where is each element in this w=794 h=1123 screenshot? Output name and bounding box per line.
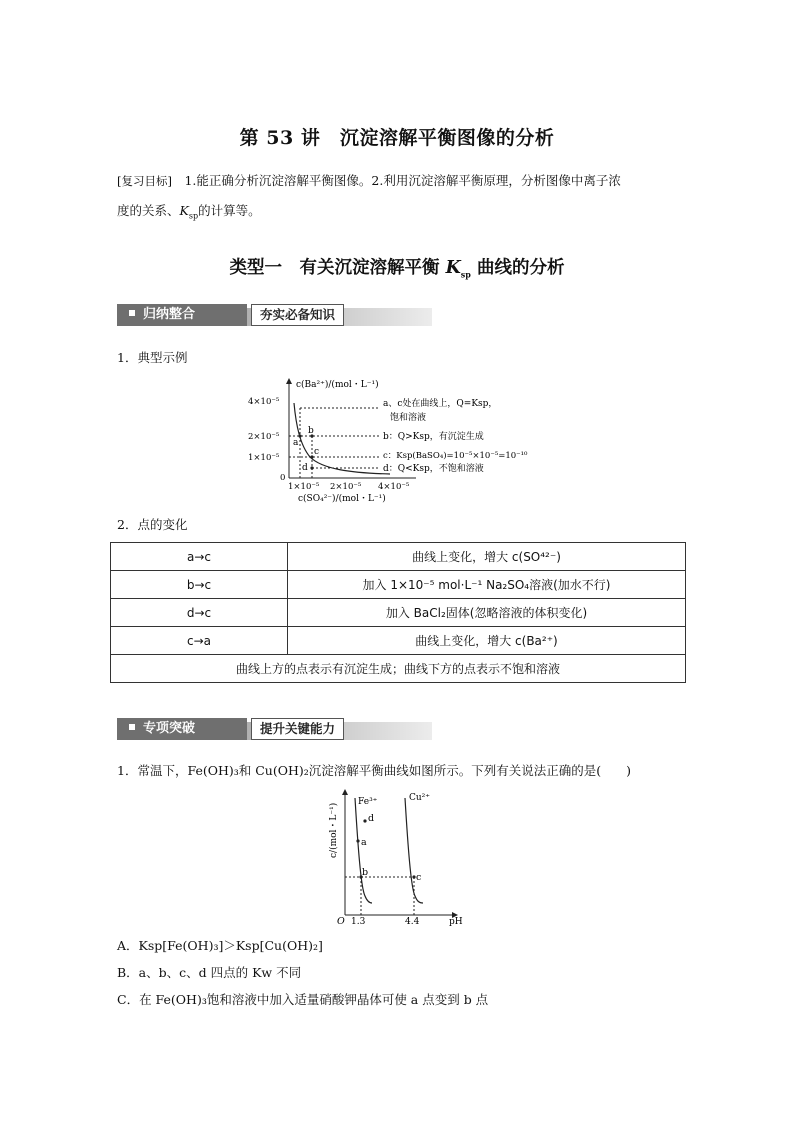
ph-curve-figure	[325, 788, 475, 928]
option-c: C．在 Fe(OH)₃饱和溶液中加入适量硝酸钾晶体可使 a 点变到 b 点	[117, 992, 489, 1007]
note-d: d：Q<Ksp，不饱和溶液	[383, 464, 484, 474]
table-cell-key: b→c	[111, 571, 288, 599]
question-1: 1．常温下，Fe(OH)₃和 Cu(OH)₂沉淀溶解平衡曲线如图所示。下列有关说法正确的是( )	[117, 763, 632, 778]
type-title-text-2: 曲线的分析	[470, 258, 565, 278]
cu-curve	[405, 798, 423, 903]
review-line-2	[117, 196, 687, 231]
type-title-text: 类型一 有关沉淀溶解平衡	[229, 258, 446, 278]
section-label-dark-text: 归纳整合	[143, 307, 196, 322]
label-a: a	[361, 837, 367, 848]
section-label-light: 提升关键能力	[251, 718, 344, 740]
square-bullet-icon	[129, 310, 135, 316]
curve-label-cu: Cu²⁺	[409, 793, 431, 803]
item-heading-2: 2．点的变化	[117, 517, 188, 532]
y-axis-label: c(Ba²⁺)/(mol・L⁻¹)	[296, 380, 379, 390]
table-footer: 曲线上方的点表示有沉淀生成；曲线下方的点表示不饱和溶液	[111, 655, 686, 683]
review-text-1: 1.能正确分析沉淀溶解平衡图像。2.利用沉淀溶解平衡原理，分析图像中离子浓	[171, 173, 621, 188]
x-axis-label: pH	[449, 917, 463, 927]
y-tick-1: 1×10⁻⁵	[248, 453, 280, 463]
type-title-ksp: K	[445, 258, 461, 278]
note-a-line2: 饱和溶液	[390, 413, 427, 423]
review-tag: [复习目标]	[117, 174, 172, 188]
y-axis-label: c/(mol・L⁻¹)	[329, 802, 339, 858]
table-cell-key: d→c	[111, 599, 288, 627]
y-tick-2: 2×10⁻⁵	[248, 432, 280, 442]
label-d: d	[368, 813, 375, 824]
x-tick-4-4: 4.4	[405, 917, 420, 927]
x-axis-label: c(SO₄²⁻)/(mol・L⁻¹)	[298, 494, 386, 504]
label-c: c	[416, 872, 422, 883]
label-c: c	[314, 447, 320, 457]
section-label-dark	[117, 718, 247, 740]
x-tick-1-3: 1.3	[351, 917, 366, 927]
table-cell-value: 加入 1×10⁻⁵ mol·L⁻¹ Na₂SO₄溶液(加水不行)	[288, 571, 686, 599]
y-tick-0: 0	[280, 473, 286, 483]
option-a: A．Ksp[Fe(OH)₃]＞Ksp[Cu(OH)₂]	[117, 938, 323, 953]
label-b: b	[308, 426, 314, 436]
type-title	[0, 254, 794, 280]
ksp-symbol: K	[179, 203, 189, 218]
table-row	[111, 571, 686, 599]
table-cell-value: 曲线上变化，增大 c(Ba²⁺)	[288, 627, 686, 655]
section-label-dark-text: 专项突破	[143, 721, 196, 736]
origin-label: O	[337, 916, 345, 927]
ksp-subscript: sp	[188, 211, 199, 221]
review-objectives	[117, 166, 687, 231]
ksp-curve-figure	[240, 375, 570, 505]
review-text-2b: 的计算等。	[198, 203, 261, 218]
note-c: c：Ksp(BaSO₄)=10⁻⁵×10⁻⁵=10⁻¹⁰	[383, 451, 528, 461]
table-row	[111, 543, 686, 571]
table-row	[111, 655, 686, 683]
table-cell-key: a→c	[111, 543, 288, 571]
note-b: b：Q>Ksp，有沉淀生成	[383, 432, 484, 442]
point-d	[363, 819, 366, 822]
square-bullet-icon	[129, 724, 135, 730]
label-b: b	[362, 867, 369, 878]
type-title-sub: sp	[460, 269, 471, 280]
section-bar-practice	[117, 718, 432, 742]
note-a-line1: a、c处在曲线上，Q=Ksp，	[383, 399, 498, 409]
point-change-table	[110, 542, 686, 683]
curve-label-fe: Fe³⁺	[358, 797, 378, 807]
equilibrium-curve	[294, 403, 390, 474]
section-label-light: 夯实必备知识	[251, 304, 344, 326]
table-row	[111, 599, 686, 627]
x-tick-4: 4×10⁻⁵	[378, 482, 410, 492]
option-b: B．a、b、c、d 四点的 Kw 不同	[117, 965, 302, 980]
y-tick-4: 4×10⁻⁵	[248, 397, 280, 407]
table-row	[111, 627, 686, 655]
point-d	[310, 466, 313, 469]
x-tick-1: 1×10⁻⁵	[288, 482, 320, 492]
label-a: a	[293, 438, 299, 448]
review-text-2a: 度的关系、	[117, 203, 180, 218]
label-d: d	[302, 463, 308, 473]
table-cell-value: 加入 BaCl₂固体(忽略溶液的体积变化)	[288, 599, 686, 627]
item-heading-1: 1．典型示例	[117, 350, 188, 365]
section-bar-summary	[117, 304, 432, 328]
section-label-dark	[117, 304, 247, 326]
table-cell-key: c→a	[111, 627, 288, 655]
page-title: 第 53 讲 沉淀溶解平衡图像的分析	[239, 127, 555, 149]
table-cell-value: 曲线上变化，增大 c(SO⁴²⁻)	[288, 543, 686, 571]
point-a	[356, 839, 359, 842]
x-tick-2: 2×10⁻⁵	[330, 482, 362, 492]
point-a	[298, 434, 301, 437]
review-line-1	[117, 166, 687, 196]
